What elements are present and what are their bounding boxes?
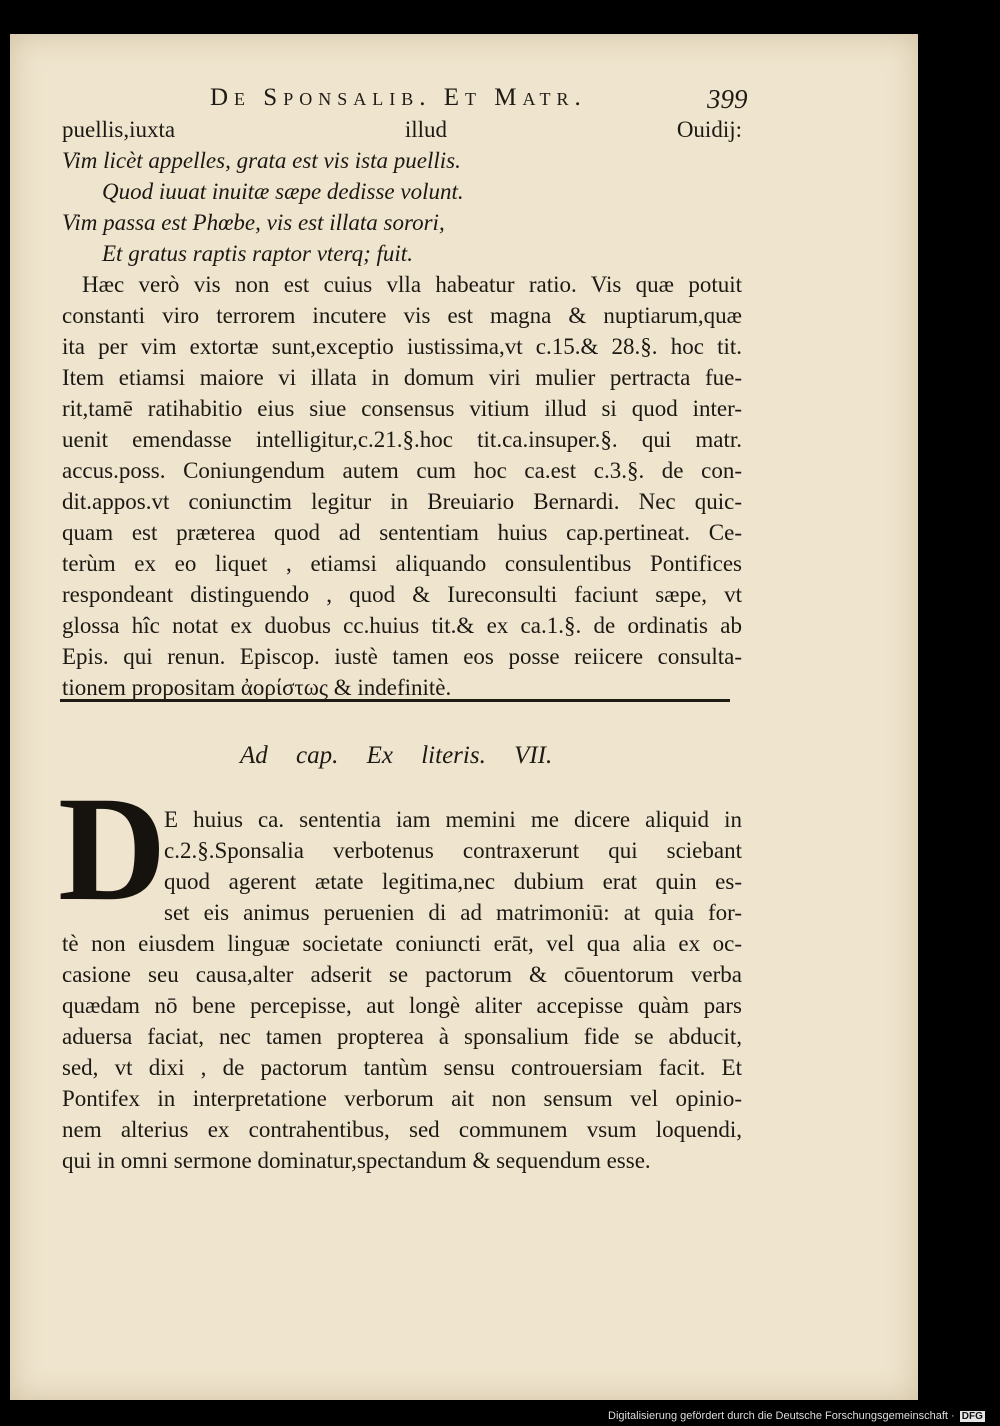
text-line: puellis,iuxta illud Ouidij:	[62, 117, 742, 142]
section-rule	[60, 699, 730, 702]
text-line: c.2.§.Sponsalia verbotenus contraxerunt qui sciebant	[164, 838, 742, 863]
section-heading: Ad cap. Ex literis. VII.	[240, 742, 553, 769]
text-line: accus.poss. Coniungendum autem cum hoc ca.est c.3.§. de con-	[62, 458, 742, 483]
text-line: tionem propositam ἀορίστως & indefinitè.	[62, 675, 452, 700]
text-line: constanti viro terrorem incutere vis est magna & nuptiarum,quæ	[62, 303, 742, 328]
text-line: set eis animus peruenien di ad matrimoniū: at quia for-	[164, 900, 742, 925]
text-line: respondeant distinguendo , quod & Iureconsulti faciunt sæpe, vt	[62, 582, 742, 607]
page-number: 399	[707, 84, 748, 114]
text-line: Vim passa est Phœbe, vis est illata sorori,	[62, 210, 445, 235]
text-line: aduersa faciat, nec tamen propterea à sponsalium fide se abducit,	[62, 1024, 742, 1049]
text-line: nem alterius ex contrahentibus, sed communem vsum loquendi,	[62, 1117, 742, 1142]
upper-text-block	[62, 114, 742, 703]
text-line: Vim licèt appelles, grata est vis ista puellis.	[62, 148, 461, 173]
section-text-block	[62, 804, 742, 1176]
drop-cap: D	[58, 766, 167, 932]
text-line: Quod iuuat inuitæ sæpe dedisse volunt.	[102, 179, 464, 204]
text-line: rit,tamē ratihabitio eius siue consensus vitium illud si quod inter-	[62, 396, 742, 421]
text-line: tè non eiusdem linguæ societate coniuncti erāt, vel qua alia ex oc-	[62, 931, 742, 956]
text-line: dit.appos.vt coniunctim legitur in Breuiario Bernardi. Nec quic-	[62, 489, 742, 514]
text-line: Et gratus raptis raptor vterq; fuit.	[102, 241, 413, 266]
text-line: qui in omni sermone dominatur,spectandum & sequendum esse.	[62, 1148, 651, 1173]
text-line: casione seu causa,alter adserit se pactorum & cōuentorum verba	[62, 962, 742, 987]
text-line: Hæc verò vis non est cuius vlla habeatur ratio. Vis quæ potuit	[82, 272, 742, 297]
text-line: Epis. qui renun. Episcop. iustè tamen eos posse reiicere consulta-	[62, 644, 742, 669]
text-line: quam est præterea quod ad sententiam huius cap.pertineat. Ce-	[62, 520, 742, 545]
text-line: ita per vim extortæ sunt,exceptio iustissima,vt c.15.& 28.§. hoc tit.	[62, 334, 742, 359]
text-line: E huius ca. sententia iam memini me dicere aliquid in	[164, 807, 742, 832]
text-line: sed, vt dixi , de pactorum tantùm sensu controuersiam facit. Et	[62, 1055, 742, 1080]
text-line: glossa hîc notat ex duobus cc.huius tit.& ex ca.1.§. de ordinatis ab	[62, 613, 742, 638]
book-page	[10, 34, 918, 1400]
footer-credit-text: Digitalisierung gefördert durch die Deutsche Forschungsgemeinschaft	[608, 1410, 948, 1422]
text-line: uenit emendasse intelligitur,c.21.§.hoc tit.ca.insuper.§. qui matr.	[62, 427, 742, 452]
text-line: terùm ex eo liquet , etiamsi aliquando consulentibus Pontifices	[62, 551, 742, 576]
dfg-logo: DFG	[961, 1411, 983, 1422]
text-line: quædam nō bene percepisse, aut longè aliter accepisse quàm pars	[62, 993, 742, 1018]
footer-credit: Digitalisierung gefördert durch die Deutsche Forschungsgemeinschaft · DFG	[608, 1410, 983, 1422]
text-line: Pontifex in interpretatione verborum ait non sensum vel opinio-	[62, 1086, 742, 1111]
text-line: Item etiamsi maiore vi illata in domum viri mulier pertracta fue-	[62, 365, 742, 390]
running-head: De Sponsalib. Et Matr.	[210, 84, 587, 111]
text-line: quod agerent ætate legitima,nec dubium erat quin es-	[164, 869, 742, 894]
